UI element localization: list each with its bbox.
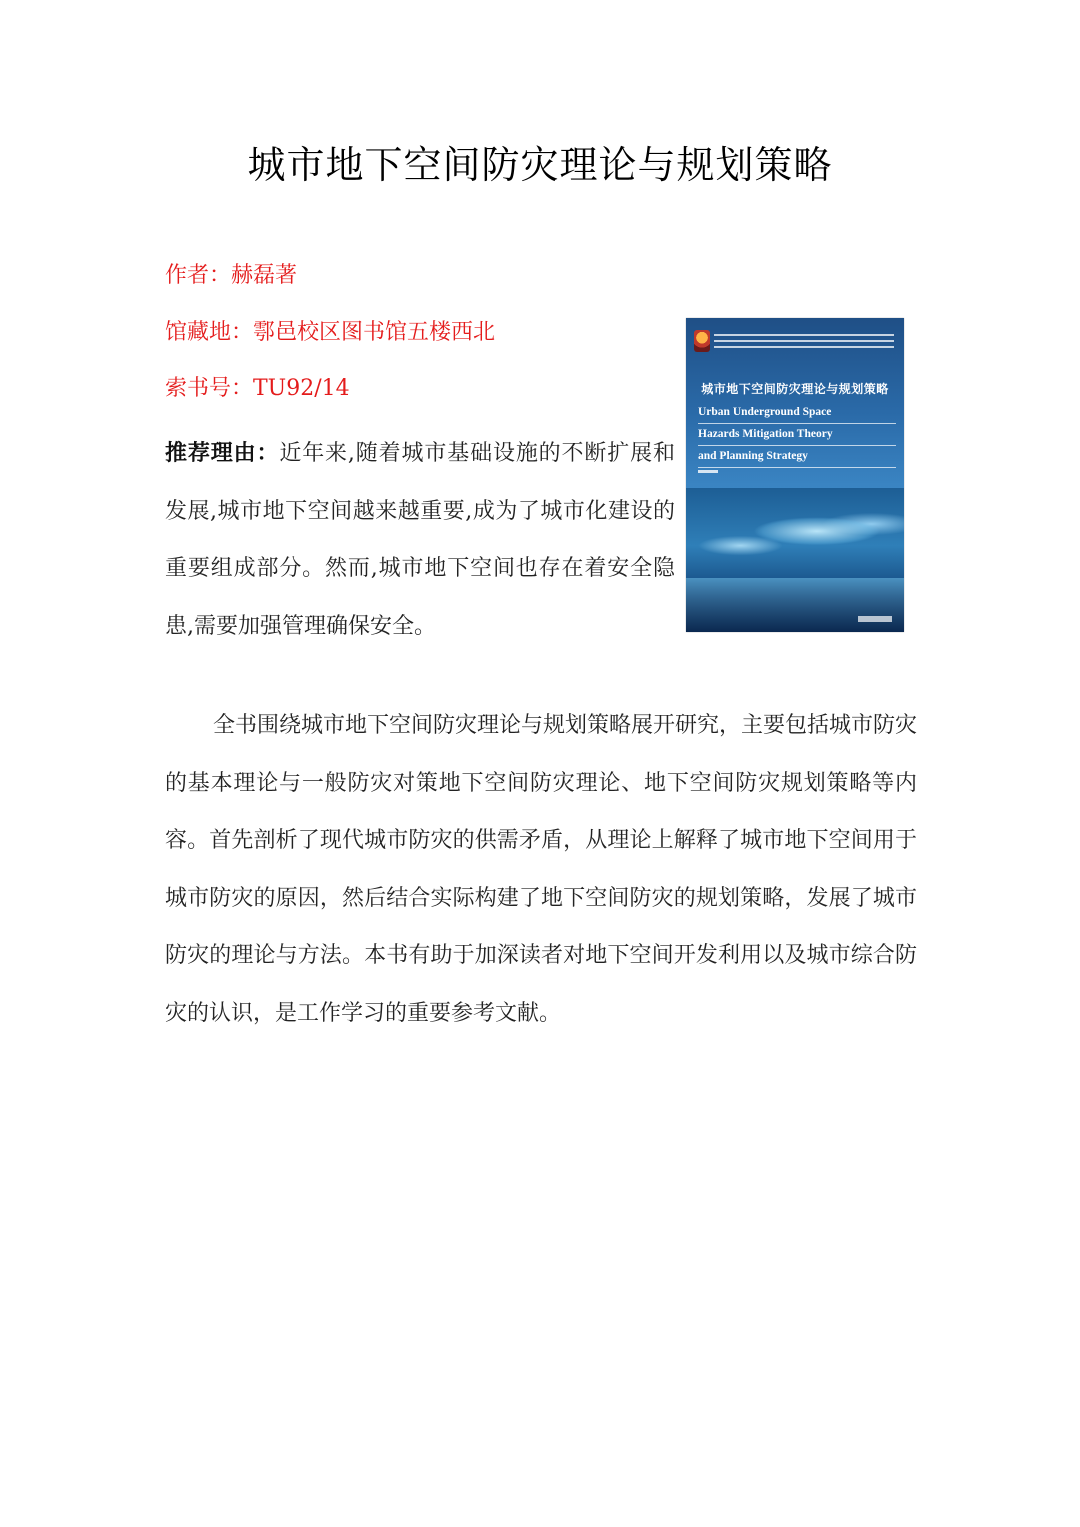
location-line: 馆藏地：鄠邑校区图书馆五楼西北 [165,320,496,345]
recommendation-paragraph [165,425,675,655]
cover-title-en-line: and Planning Strategy [698,446,896,468]
cover-title-cn: 城市地下空间防灾理论与规划策略 [701,382,889,396]
author-line: 作者：赫磊著 [165,263,298,288]
cover-series-text [714,330,894,352]
cover-floor [686,578,904,632]
summary-paragraph: 全书围绕城市地下空间防灾理论与规划策略展开研究，主要包括城市防灾的基本理论与一般防灾对策地下空间防灾理论、地下空间防灾规划策略等内容。首先剖析了现代城市防灾的供需矛盾，从理论上解释了城市地下空间用于城市防灾的原因，然后结合实际构建了地下空间防灾的规划策略，发展了城市防灾的理论与方法。本书有助于加深读者对地下空间开发利用以及城市综合防灾的认识，是工作学习的重要参考文献。 [165,713,918,1026]
cover-title-en-line: Urban Underground Space [698,402,896,424]
recommendation-label: 推荐理由： [165,440,280,466]
publisher-logo-icon [694,330,710,352]
cover-title-en [698,402,896,468]
recommendation-text: 近年来,随着城市基础设施的不断扩展和发展,城市地下空间越来越重要,成为了城市化建设的重要组成部分。然而,城市地下空间也存在着安全隐患,需要加强管理确保安全。 [165,441,675,639]
cover-publisher-mark [858,616,892,622]
book-cover-image [686,318,904,632]
page-title: 城市地下空间防灾理论与规划策略 [247,143,833,187]
call-number-line: 索书号：TU92/14 [165,376,350,401]
cover-title-en-line: Hazards Mitigation Theory [698,424,896,446]
cover-author-mark [698,470,718,473]
